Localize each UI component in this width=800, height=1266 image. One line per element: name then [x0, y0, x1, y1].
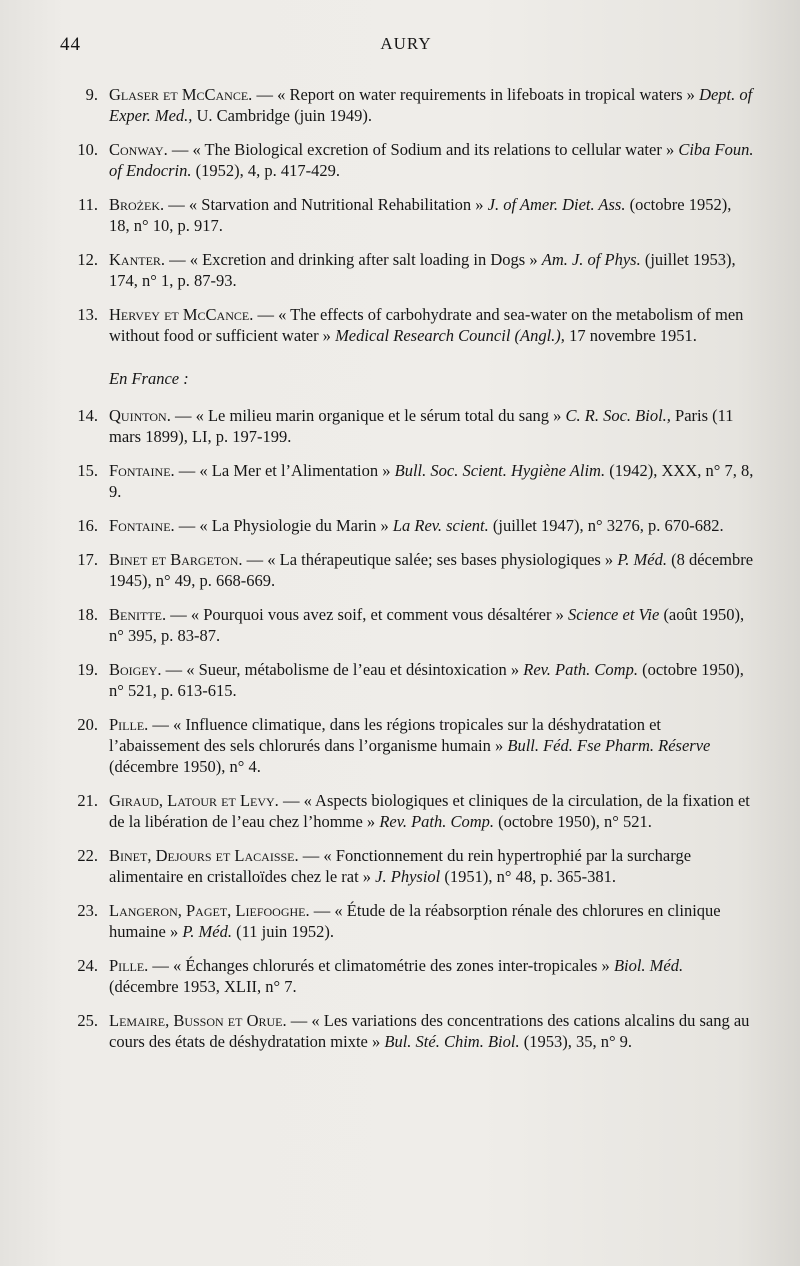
reference-journal: J. of Amer. Diet. Ass. [487, 195, 626, 214]
reference-entry [58, 659, 754, 701]
section-title: En France : [109, 369, 189, 388]
reference-group-international [58, 84, 754, 346]
reference-number: 22. [77, 846, 98, 865]
reference-journal: Rev. Path. Comp. [523, 660, 638, 679]
reference-journal: Bull. Soc. Scient. Hygiène Alim. [394, 461, 606, 480]
running-head: AURY [380, 34, 432, 53]
reference-authors: Fontaine. [109, 461, 175, 480]
reference-title: — « Excretion and drinking after salt loading in Dogs » [165, 250, 542, 269]
reference-entry [58, 139, 754, 181]
reference-title: — « Report on water requirements in lifeboats in tropical waters » [252, 85, 700, 104]
reference-authors: Langeron, Paget, Liefooghe. [109, 901, 310, 920]
reference-journal: P. Méd. [182, 922, 232, 941]
reference-entry [58, 900, 754, 942]
reference-journal: Am. J. of Phys. [541, 250, 641, 269]
reference-details: 17 novembre 1951. [564, 326, 697, 345]
reference-authors: Binet et Bargeton. [109, 550, 243, 569]
reference-authors: Glaser et McCance. [109, 85, 253, 104]
reference-number: 19. [77, 660, 98, 679]
reference-journal: Rev. Path. Comp. [379, 812, 495, 831]
reference-entry [58, 194, 754, 236]
reference-entry [58, 604, 754, 646]
reference-journal: C. R. Soc. Biol., [565, 406, 671, 425]
reference-details: (juillet 1947), n° 3276, p. 670-682. [488, 516, 724, 535]
reference-title: — « Fonctionnement du rein hypertrophié par la surcharge alimentaire en cristalloïdes chez le rat » [109, 846, 692, 886]
reference-number: 14. [77, 406, 98, 425]
reference-number: 24. [77, 956, 98, 975]
reference-journal: Science et Vie [568, 605, 660, 624]
reference-authors: Giraud, Latour et Levy. [109, 791, 279, 810]
reference-number: 10. [77, 140, 98, 159]
reference-entry [58, 249, 754, 291]
reference-number: 12. [77, 250, 98, 269]
reference-title: — « La Mer et l’Alimentation » [174, 461, 395, 480]
reference-details: Paris (11 mars 1899), LI, p. 197-199. [109, 406, 734, 446]
reference-number: 20. [77, 715, 98, 734]
reference-details: (octobre 1950), n° 521. [494, 812, 652, 831]
reference-title: — « Starvation and Nutritional Rehabilitation » [164, 195, 488, 214]
reference-number: 18. [77, 605, 98, 624]
reference-entry [58, 304, 754, 346]
page-number: 44 [60, 34, 81, 55]
reference-authors: Kanter. [109, 250, 166, 269]
reference-number: 9. [85, 85, 98, 104]
reference-number: 25. [77, 1011, 98, 1030]
reference-details: (octobre 1950), n° 521, p. 613-615. [109, 660, 744, 700]
reference-journal: Medical Research Council (Angl.), [335, 326, 565, 345]
reference-title: — « The Biological excretion of Sodium and its relations to cellular water » [167, 140, 679, 159]
reference-number: 16. [77, 516, 98, 535]
reference-details: (1942), XXX, n° 7, 8, 9. [109, 461, 754, 501]
reference-entry [58, 515, 754, 536]
reference-title: — « Sueur, métabolisme de l’eau et désintoxication » [161, 660, 524, 679]
reference-journal: La Rev. scient. [392, 516, 489, 535]
reference-title: — « Pourquoi vous avez soif, et comment vous désaltérer » [166, 605, 568, 624]
reference-details: (décembre 1953, XLII, n° 7. [109, 977, 297, 996]
reference-entry [58, 1010, 754, 1052]
reference-list [58, 84, 754, 1065]
reference-number: 15. [77, 461, 98, 480]
reference-details: (août 1950), n° 395, p. 83-87. [109, 605, 745, 645]
reference-authors: Lemaire, Busson et Orue. [109, 1011, 287, 1030]
reference-details: (décembre 1950), n° 4. [109, 757, 261, 776]
reference-entry [58, 714, 754, 777]
reference-entry [58, 84, 754, 126]
reference-authors: Conway. [109, 140, 168, 159]
reference-title: — « Aspects biologiques et cliniques de la circulation, de la fixation et de la libération de l’eau chez l’homme » [109, 791, 750, 831]
reference-entry [58, 955, 754, 997]
reference-authors: Boigey. [109, 660, 162, 679]
reference-number: 17. [77, 550, 98, 569]
reference-title: — « Échanges chlorurés et climatométrie des zones inter-tropicales » [148, 956, 614, 975]
reference-authors: Benitte. [109, 605, 167, 624]
reference-title: — « Le milieu marin organique et le sérum total du sang » [170, 406, 566, 425]
reference-title: — « Influence climatique, dans les régions tropicales sur la déshydratation et l’abaissement des sels chlorurés dans l’organisme humain » [109, 715, 662, 755]
reference-entry [58, 845, 754, 887]
reference-number: 13. [77, 305, 98, 324]
reference-journal: J. Physiol [375, 867, 441, 886]
reference-journal: Dept. of Exper. Med., [109, 85, 753, 125]
reference-number: 11. [77, 195, 98, 214]
reference-entry [58, 549, 754, 591]
reference-details: (8 décembre 1945), n° 49, p. 668-669. [109, 550, 754, 590]
reference-details: (1951), n° 48, p. 365-381. [440, 867, 616, 886]
reference-title: — « Étude de la réabsorption rénale des chlorures en clinique humaine » [109, 901, 721, 941]
reference-authors: Quinton. [109, 406, 171, 425]
reference-entry [58, 405, 754, 447]
reference-authors: Brożek. [109, 195, 165, 214]
reference-title: — « La Physiologie du Marin » [174, 516, 393, 535]
reference-authors: Pille. [109, 715, 149, 734]
reference-entry [58, 790, 754, 832]
reference-details: (octobre 1952), 18, n° 10, p. 917. [109, 195, 732, 235]
reference-title: — « The effects of carbohydrate and sea-water on the metabolism of men without food or sufficient water » [109, 305, 744, 345]
reference-authors: Pille. [109, 956, 149, 975]
reference-title: — « La thérapeutique salée; ses bases physiologiques » [242, 550, 618, 569]
reference-journal: Bull. Féd. Fse Pharm. Réserve [507, 736, 711, 755]
reference-details: (11 juin 1952). [231, 922, 335, 941]
reference-details: (1952), 4, p. 417-429. [191, 161, 340, 180]
reference-journal: Biol. Méd. [613, 956, 684, 975]
reference-authors: Fontaine. [109, 516, 175, 535]
reference-authors: Binet, Dejours et Lacaisse. [109, 846, 299, 865]
page-header [60, 34, 752, 60]
reference-journal: P. Méd. [617, 550, 667, 569]
reference-details: U. Cambridge (juin 1949). [192, 106, 373, 125]
reference-journal: Bul. Sté. Chim. Biol. [384, 1032, 520, 1051]
reference-details: (juillet 1953), 174, n° 1, p. 87-93. [109, 250, 736, 290]
reference-number: 23. [77, 901, 98, 920]
reference-entry [58, 460, 754, 502]
reference-group-france [58, 405, 754, 1052]
reference-authors: Hervey et McCance. [109, 305, 254, 324]
reference-details: (1953), 35, n° 9. [519, 1032, 633, 1051]
reference-journal: Ciba Foun. of Endocrin. [109, 140, 754, 180]
reference-number: 21. [77, 791, 98, 810]
reference-title: — « Les variations des concentrations des cations alcalins du sang au cours des états de déshydratation mixte » [109, 1011, 750, 1051]
